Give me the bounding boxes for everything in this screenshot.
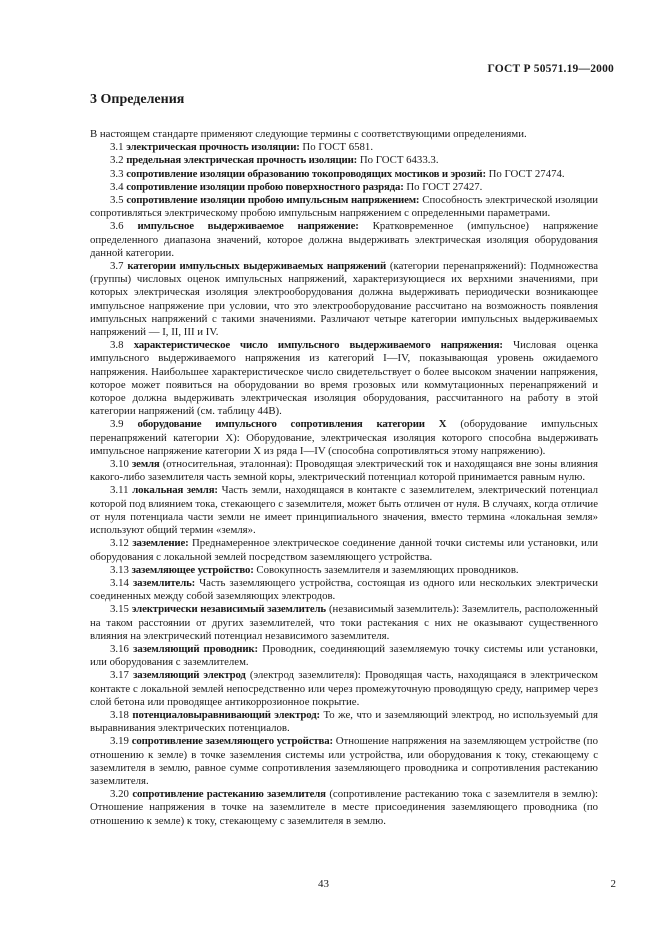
definition-text: То же, что и заземляющий электрод, но используемый для выравнивания электрических потенциалов.: [90, 708, 598, 735]
definition-number: 3.2: [110, 154, 124, 167]
definition-text: (категории перенапряжений): Подмножества (группы) числовых оценок импульсных напряжений, характеризующиеся их верхними значениями, при которых электрическая изоляция электрооборудования должна выдерживать периодически возникающее импульсное напряжение при условии, что это электрооборудование рассчитано на возможность появления импульсных напряжений с такими значениями. Различают четыре категории импульсных выдерживаемых напряжений — I, II, III и IV.: [90, 260, 599, 339]
definition-term: категории импульсных выдерживаемых напряжений: [127, 260, 387, 273]
definition-term: заземлитель:: [132, 576, 196, 589]
definition-text: (электрод заземлителя): Проводящая часть, находящаяся в электрическом контакте с локальной землей непосредственно или через промежуточную проводящую среду, например через слой бетона или проводящее антикоррозионное покрытие.: [90, 669, 598, 708]
definition-text: Совокупность заземлителя и заземляющих проводников.: [253, 563, 519, 576]
definition-item: [90, 484, 598, 537]
document-code-header: ГОСТ Р 50571.19—2000: [487, 63, 614, 75]
definition-term: характеристическое число импульсного выдерживаемого напряжения:: [133, 339, 503, 352]
definition-item: [90, 194, 598, 220]
definition-item: [90, 735, 598, 788]
definition-item: [90, 154, 598, 167]
definition-text: По ГОСТ 27474.: [485, 167, 565, 180]
definitions-body: [90, 128, 598, 828]
definitions-list: [90, 141, 598, 828]
definition-number: 3.4: [110, 180, 124, 193]
definition-number: 3.12: [110, 537, 129, 550]
definition-item: [90, 339, 598, 418]
definition-item: [90, 141, 598, 154]
definition-number: 3.8: [110, 339, 124, 352]
definition-term: импульсное выдерживаемое напряжение:: [137, 220, 359, 233]
definition-term: электрическая прочность изоляции:: [126, 141, 300, 154]
definition-item: [90, 537, 598, 563]
definition-number: 3.9: [110, 418, 124, 431]
definition-text: Часть заземляющего устройства, состоящая из одного или нескольких электрически соединенных между собой заземляющих электродов.: [90, 576, 598, 603]
definition-term: сопротивление изоляции образованию токопроводящих мостиков и эрозий:: [126, 167, 486, 180]
definition-item: [90, 458, 598, 484]
definition-item: [90, 418, 598, 458]
definition-text: По ГОСТ 6433.3.: [357, 154, 439, 167]
definition-number: 3.20: [110, 788, 129, 801]
definition-term: сопротивление заземляющего устройства:: [131, 735, 333, 748]
definition-item: [90, 788, 598, 828]
section-title: 3 Определения: [90, 92, 185, 107]
definition-item: [90, 603, 598, 643]
definition-text: (сопротивление растеканию тока с заземлителя в землю): Отношение напряжения в точке на заземлителе в месте присоединения заземляющего проводника (по отношению к земле) к току, стекающему с заземлителя в землю.: [90, 788, 598, 827]
definition-term: заземляющий проводник:: [133, 642, 258, 655]
definition-item: [90, 260, 598, 339]
definition-number: 3.10: [110, 458, 129, 471]
definition-number: 3.16: [110, 642, 129, 655]
definition-item: [90, 669, 598, 709]
definition-text: Проводник, соединяющий заземляемую точку системы или установки, или оборудования с заземлителем.: [90, 642, 599, 669]
definition-item: [90, 220, 598, 260]
definition-text: (оборудование импульсных перенапряжений категории X): Оборудование, электрическая изоляция которого способна выдерживать импульсное напряжение категории X из ряда I—IV (способна сопротивляться этому напряжению).: [90, 418, 599, 457]
definition-number: 3.19: [110, 735, 129, 748]
definition-term: оборудование импульсного сопротивления категории X: [137, 418, 447, 431]
definition-text: Способность электрической изоляции сопротивляться электрическому пробою импульсным напряжением с определенными параметрами.: [90, 194, 599, 220]
definition-number: 3.15: [110, 603, 129, 616]
definition-number: 3.7: [110, 260, 124, 273]
definition-term: сопротивление растеканию заземлителя: [132, 788, 326, 801]
definition-term: электрически независимый заземлитель: [131, 603, 326, 616]
definition-number: 3.18: [110, 708, 129, 721]
definition-item: [90, 643, 598, 669]
definition-text: Кратковременное (импульсное) напряжение определенного диапазона значений, которое должна выдерживать электрическая изоляция оборудования данной категории.: [90, 220, 598, 259]
page-number: 43: [318, 878, 329, 890]
definition-number: 3.14: [110, 576, 129, 589]
definition-number: 3.5: [110, 194, 124, 207]
definition-number: 3.11: [110, 484, 129, 497]
definition-term: земля: [131, 458, 160, 471]
definition-number: 3.6: [110, 220, 124, 233]
definition-text: По ГОСТ 27427.: [403, 180, 483, 193]
definition-term: заземляющее устройство:: [131, 563, 254, 576]
definition-item: [90, 168, 598, 181]
definition-term: заземляющий электрод: [133, 669, 246, 682]
definition-text: Преднамеренное электрическое соединение данной точки системы или установки, или оборудования с локальной землей посредством заземляющего устройства.: [90, 537, 598, 563]
definition-number: 3.17: [110, 669, 129, 682]
definition-item: [90, 181, 598, 194]
definition-text: Отношение напряжения на заземляющем устройстве (по отношению к земле) в точке заземления системы или устройства, или оборудования к току, стекающему с заземлителя в землю, равное сумме сопротивления заземляющего проводника и сопротивления растеканию заземлителя.: [90, 735, 598, 787]
definition-text: По ГОСТ 6581.: [299, 141, 374, 154]
definition-term: локальная земля:: [132, 484, 218, 497]
definition-item: [90, 564, 598, 577]
definition-text: (независимый заземлитель): Заземлитель, расположенный на таком расстоянии от других заземлителей, что токи растекания с них не оказывают существенного влияния на электрический потенциал независимого заземлителя.: [90, 603, 598, 642]
intro-paragraph: В настоящем стандарте применяют следующие термины с соответствующими определениями.: [90, 128, 527, 140]
definition-text: (относительная, эталонная): Проводящая электрический ток и находящаяся вне зоны влияния какого-либо заземлителя часть земной коры, электрический потенциал которой принимается равным нулю.: [90, 458, 598, 484]
definition-term: заземление:: [132, 537, 189, 550]
definition-number: 3.3: [110, 167, 124, 180]
definition-term: сопротивление изоляции пробою импульсным напряжением:: [126, 194, 420, 207]
definition-text: Часть земли, находящаяся в контакте с заземлителем, электрический потенциал которой под влиянием тока, стекающего с заземлителя, может быть отличен от нуля. В случаях, когда отличие от нуля потенциала части земли не имеет принципиального значения, вместо термина «локальная земля» используют общий термин «земля».: [90, 484, 598, 537]
definition-number: 3.1: [110, 141, 124, 154]
definition-term: потенциаловыравнивающий электрод:: [132, 708, 320, 721]
definition-text: Числовая оценка импульсного выдерживаемого напряжения из категорий I—IV, показывающая уровень ожидаемого напряжения. Наибольшее характеристическое число свидетельствует о более высоком значении напряжения, которое может появиться на оборудовании во время грозовых или коммутационных перенапряжений и которое должна выдерживать электрическая изоляция оборудования, рассчитанного на работу в этой категории напряжений (см. таблицу 44В).: [90, 339, 599, 418]
definition-term: предельная электрическая прочность изоляции:: [126, 154, 358, 167]
definition-term: сопротивление изоляции пробою поверхностного разряда:: [126, 180, 404, 193]
definition-number: 3.13: [110, 563, 129, 576]
definition-item: [90, 577, 598, 603]
definition-item: [90, 709, 598, 735]
sheet-number: 2: [610, 878, 616, 890]
